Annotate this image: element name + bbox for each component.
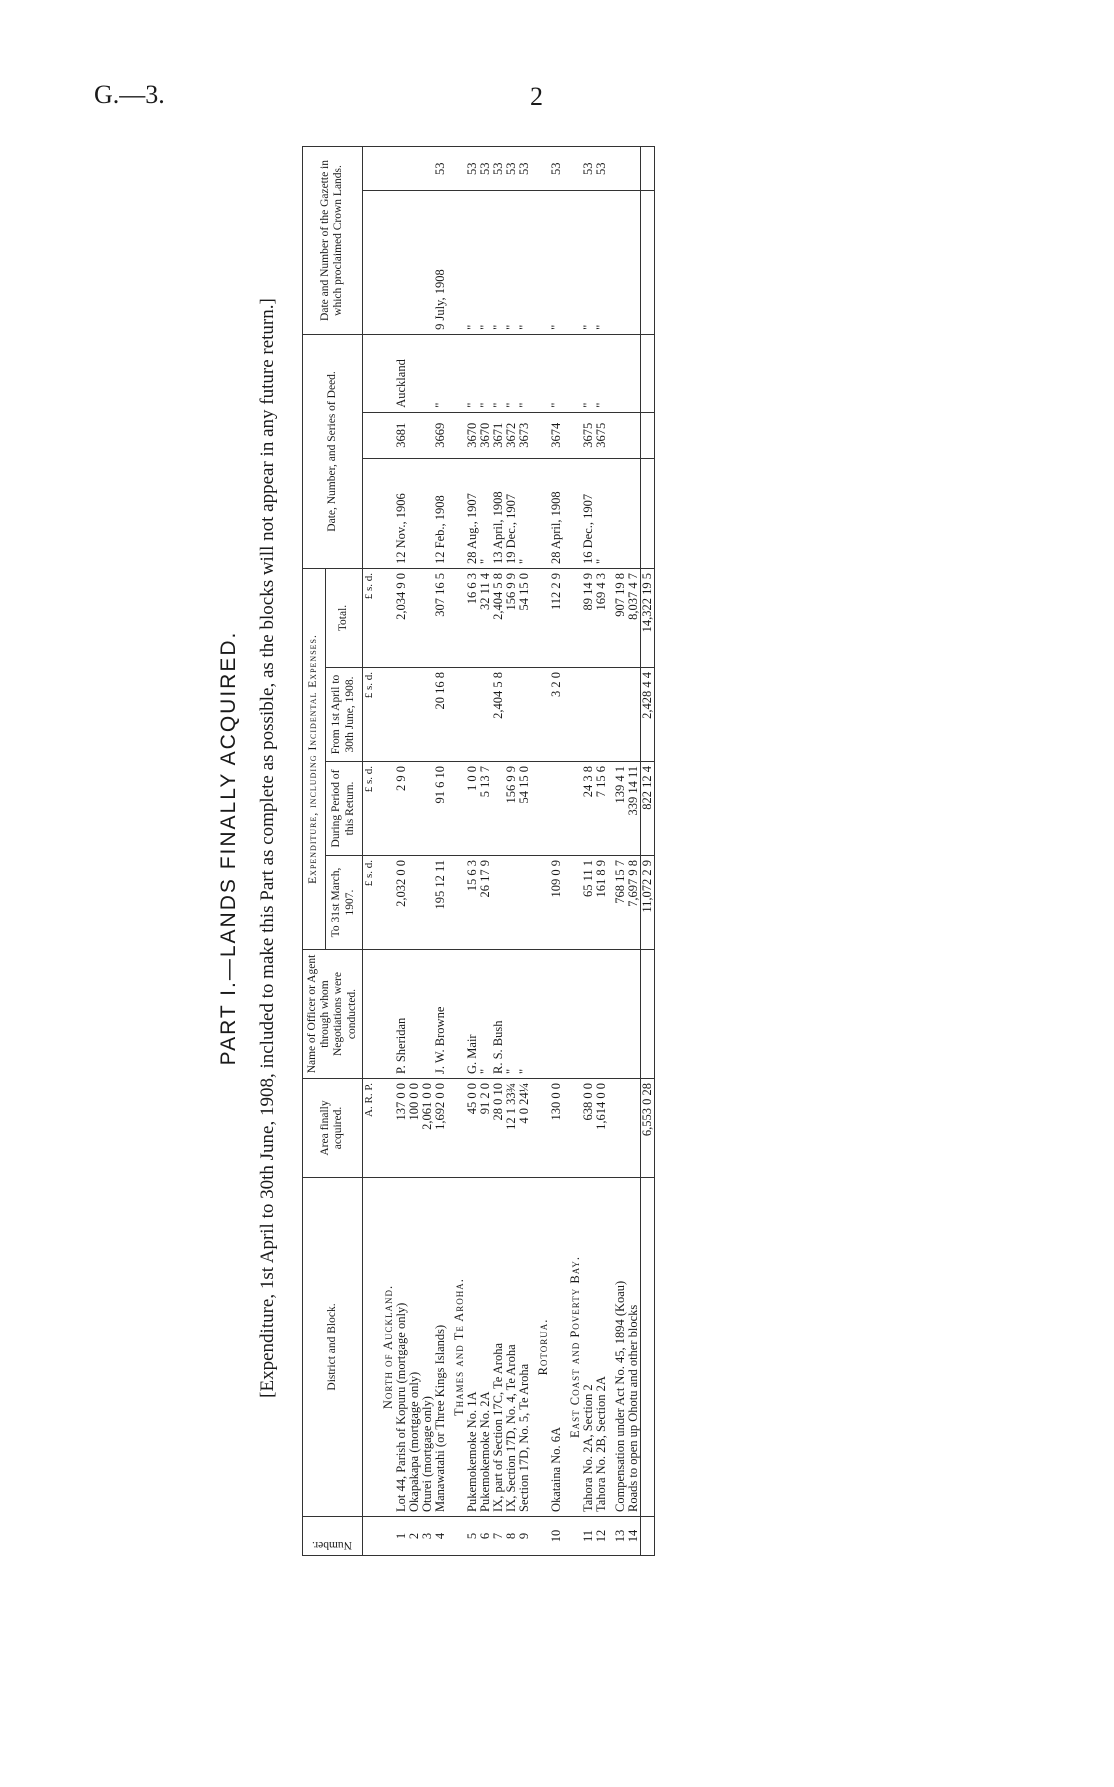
cell-gazette-no <box>395 147 408 191</box>
cell-deed-date: 16 Dec., 1907 <box>582 458 595 568</box>
cell-n: 9 <box>518 1517 531 1556</box>
cell-during: 24 3 8 <box>582 762 595 856</box>
col-from-april: From 1st April to 30th June, 1908. <box>325 668 362 762</box>
cell-total <box>421 569 434 668</box>
page-number: 2 <box>530 82 543 111</box>
cell-n: 6 <box>479 1517 492 1556</box>
cell-gazette-no <box>408 147 421 191</box>
cell-series: " <box>518 334 531 412</box>
table-row <box>505 147 518 1556</box>
table-row <box>479 147 492 1556</box>
cell-n: 7 <box>492 1517 505 1556</box>
table-row <box>595 147 608 1556</box>
cell-during: 54 15 0 <box>518 762 531 856</box>
cell-deed-date: 28 April, 1908 <box>550 458 563 568</box>
cell-to-march: 161 8 9 <box>595 856 608 950</box>
cell-area: 130 0 0 <box>550 1079 563 1178</box>
col-area: Area finally acquired. <box>303 1079 363 1178</box>
cell-from-april: 20 16 8 <box>434 668 447 762</box>
cell-deed-date: 28 Aug., 1907 <box>466 458 479 568</box>
cell-gazette-no: 53 <box>466 147 479 191</box>
cell-n: 4 <box>434 1517 447 1556</box>
cell-officer: J. W. Browne <box>434 950 447 1079</box>
cell-gazette-date <box>627 191 641 335</box>
cell-officer <box>595 950 608 1079</box>
cell-to-march <box>518 856 531 950</box>
cell-deed-date <box>627 458 641 568</box>
table-row <box>582 147 595 1556</box>
total-total: 14,322 19 5 <box>640 569 654 668</box>
units-row: A. R. P. £ s. d. £ s. d. £ s. d. £ s. d. <box>362 147 376 1556</box>
cell-from-april <box>408 668 421 762</box>
cell-series: " <box>505 334 518 412</box>
cell-gazette-date: " <box>479 191 492 335</box>
cell-gazette-date: " <box>466 191 479 335</box>
cell-to-march: 15 6 3 <box>466 856 479 950</box>
cell-gazette-no: 53 <box>518 147 531 191</box>
cell-deed-date: 12 Feb., 1908 <box>434 458 447 568</box>
cell-during: 5 13 7 <box>479 762 492 856</box>
table-row <box>550 147 563 1556</box>
cell-during: 2 9 0 <box>395 762 408 856</box>
col-number: Number. <box>303 1517 363 1556</box>
cell-gazette-date <box>421 191 434 335</box>
cell-total: 2,034 9 0 <box>395 569 408 668</box>
cell-deed-date: " <box>595 458 608 568</box>
table-row <box>466 147 479 1556</box>
cell-n: 12 <box>595 1517 608 1556</box>
cell-gazette-date: " <box>595 191 608 335</box>
cell-series: " <box>466 334 479 412</box>
cell-gazette-date <box>408 191 421 335</box>
cell-block: IX, part of Section 17C, Te Aroha <box>492 1178 505 1517</box>
cell-from-april <box>614 668 627 762</box>
cell-block: IX, Section 17D, No. 4, Te Aroha <box>505 1178 518 1517</box>
cell-deed-no: 3675 <box>595 412 608 458</box>
cell-deed-date <box>614 458 627 568</box>
lands-table <box>302 146 655 1556</box>
page-title: PART I.—LANDS FINALLY ACQUIRED. <box>217 630 240 1066</box>
cell-officer <box>421 950 434 1079</box>
col-during: During Period of this Return. <box>325 762 362 856</box>
cell-deed-no: 3671 <box>492 412 505 458</box>
cell-deed-no: 3669 <box>434 412 447 458</box>
cell-n: 13 <box>614 1517 627 1556</box>
cell-series <box>408 334 421 412</box>
section-heading <box>447 147 466 1556</box>
cell-series: Auckland <box>395 334 408 412</box>
cell-area: 1,692 0 0 <box>434 1079 447 1178</box>
cell-from-april: 3 2 0 <box>550 668 563 762</box>
cell-gazette-date: " <box>505 191 518 335</box>
cell-n: 2 <box>408 1517 421 1556</box>
cell-to-march <box>408 856 421 950</box>
cell-from-april: 2,404 5 8 <box>492 668 505 762</box>
cell-from-april <box>466 668 479 762</box>
page-subtitle: [Expenditure, 1st April to 30th June, 1908, included to make this Part as complete as possible, as the blocks will not appear in any future return.] <box>257 298 278 1398</box>
cell-officer: P. Sheridan <box>395 950 408 1079</box>
cell-during <box>492 762 505 856</box>
cell-area: 4 0 24¼ <box>518 1079 531 1178</box>
total-during: 822 12 4 <box>640 762 654 856</box>
cell-from-april <box>627 668 641 762</box>
cell-officer: " <box>479 950 492 1079</box>
cell-total: 89 14 9 <box>582 569 595 668</box>
table-row <box>408 147 421 1556</box>
cell-total: 307 16 5 <box>434 569 447 668</box>
cell-area: 2,061 0 0 <box>421 1079 434 1178</box>
cell-deed-no <box>421 412 434 458</box>
table-row <box>614 147 627 1556</box>
cell-officer <box>582 950 595 1079</box>
cell-to-march <box>505 856 518 950</box>
cell-deed-no: 3670 <box>466 412 479 458</box>
cell-gazette-no <box>421 147 434 191</box>
cell-deed-no <box>627 412 641 458</box>
cell-area: 100 0 0 <box>408 1079 421 1178</box>
table-row <box>421 147 434 1556</box>
cell-total: 8,037 4 7 <box>627 569 641 668</box>
cell-n: 14 <box>627 1517 641 1556</box>
col-expenditure: Expenditure, including Incidental Expenses. <box>303 569 326 950</box>
cell-to-march <box>492 856 505 950</box>
cell-block: Pukemokemoke No. 1A <box>466 1178 479 1517</box>
cell-series: " <box>595 334 608 412</box>
cell-during <box>421 762 434 856</box>
cell-gazette-date: 9 July, 1908 <box>434 191 447 335</box>
cell-gazette-no: 53 <box>492 147 505 191</box>
cell-block: Compensation under Act No. 45, 1894 (Koau) <box>614 1178 627 1517</box>
cell-to-march: 65 11 1 <box>582 856 595 950</box>
cell-deed-date: 19 Dec., 1907 <box>505 458 518 568</box>
cell-officer <box>408 950 421 1079</box>
cell-gazette-date: " <box>550 191 563 335</box>
cell-block: Oturei (mortgage only) <box>421 1178 434 1517</box>
col-gazette: Date and Number of the Gazette in which proclaimed Crown Lands. <box>303 147 363 335</box>
cell-gazette-no: 53 <box>505 147 518 191</box>
cell-deed-no: 3681 <box>395 412 408 458</box>
cell-gazette-no: 53 <box>550 147 563 191</box>
cell-from-april <box>395 668 408 762</box>
cell-gazette-no: 53 <box>595 147 608 191</box>
cell-total: 169 4 3 <box>595 569 608 668</box>
cell-during <box>408 762 421 856</box>
cell-total: 32 11 4 <box>479 569 492 668</box>
cell-series <box>627 334 641 412</box>
cell-officer <box>614 950 627 1079</box>
table-row <box>518 147 531 1556</box>
cell-deed-no <box>614 412 627 458</box>
cell-during: 139 4 1 <box>614 762 627 856</box>
col-deed: Date, Number, and Series of Deed. <box>303 334 363 568</box>
cell-deed-date <box>408 458 421 568</box>
col-district: District and Block. <box>303 1178 363 1517</box>
cell-n: 3 <box>421 1517 434 1556</box>
cell-area: 91 2 0 <box>479 1079 492 1178</box>
cell-area: 12 1 33¾ <box>505 1079 518 1178</box>
section-name: East Coast and Poverty Bay. <box>563 1178 582 1517</box>
cell-series: " <box>550 334 563 412</box>
table-row <box>395 147 408 1556</box>
cell-area: 45 0 0 <box>466 1079 479 1178</box>
cell-total: 16 6 3 <box>466 569 479 668</box>
rotated-page <box>217 128 862 1568</box>
cell-during: 7 15 6 <box>595 762 608 856</box>
cell-area <box>614 1079 627 1178</box>
cell-block: Tahora No. 2A, Section 2 <box>582 1178 595 1517</box>
cell-gazette-date <box>614 191 627 335</box>
cell-officer <box>627 950 641 1079</box>
cell-to-march: 7,697 9 8 <box>627 856 641 950</box>
cell-deed-no: 3674 <box>550 412 563 458</box>
cell-during: 1 0 0 <box>466 762 479 856</box>
table-row <box>492 147 505 1556</box>
section-name: Rotorua. <box>531 1178 550 1517</box>
section-heading <box>563 147 582 1556</box>
table-row <box>434 147 447 1556</box>
cell-officer: R. S. Bush <box>492 950 505 1079</box>
cell-officer: " <box>505 950 518 1079</box>
cell-n: 1 <box>395 1517 408 1556</box>
cell-from-april <box>518 668 531 762</box>
table-row <box>627 147 641 1556</box>
cell-during: 156 9 9 <box>505 762 518 856</box>
cell-officer <box>550 950 563 1079</box>
cell-series <box>614 334 627 412</box>
cell-from-april <box>479 668 492 762</box>
total-to-march: 11,072 2 9 <box>640 856 654 950</box>
cell-deed-date: " <box>479 458 492 568</box>
cell-during: 339 14 11 <box>627 762 641 856</box>
cell-from-april <box>505 668 518 762</box>
cell-total: 156 9 9 <box>505 569 518 668</box>
cell-total: 54 15 0 <box>518 569 531 668</box>
cell-total: 112 2 9 <box>550 569 563 668</box>
cell-n: 10 <box>550 1517 563 1556</box>
cell-block: Roads to open up Ohotu and other blocks <box>627 1178 641 1517</box>
cell-officer: G. Mair <box>466 950 479 1079</box>
cell-series <box>421 334 434 412</box>
col-to-march: To 31st March, 1907. <box>325 856 362 950</box>
cell-deed-date: 12 Nov., 1906 <box>395 458 408 568</box>
cell-gazette-no <box>627 147 641 191</box>
cell-n: 5 <box>466 1517 479 1556</box>
cell-area <box>627 1079 641 1178</box>
cell-total: 907 19 8 <box>614 569 627 668</box>
section-name: North of Auckland. <box>376 1178 395 1517</box>
cell-series: " <box>479 334 492 412</box>
cell-deed-date: " <box>518 458 531 568</box>
cell-block: Okapakapa (mortgage only) <box>408 1178 421 1517</box>
cell-block: Okataina No. 6A <box>550 1178 563 1517</box>
cell-total: 2,404 5 8 <box>492 569 505 668</box>
cell-to-march <box>421 856 434 950</box>
cell-gazette-no <box>614 147 627 191</box>
cell-to-march: 768 15 7 <box>614 856 627 950</box>
cell-area: 638 0 0 <box>582 1079 595 1178</box>
cell-deed-no: 3672 <box>505 412 518 458</box>
cell-gazette-no: 53 <box>434 147 447 191</box>
cell-block: Lot 44, Parish of Kopuru (mortgage only) <box>395 1178 408 1517</box>
totals-row <box>640 147 654 1556</box>
cell-gazette-no: 53 <box>582 147 595 191</box>
cell-gazette-date: " <box>582 191 595 335</box>
cell-block: Manawatahi (or Three Kings Islands) <box>434 1178 447 1517</box>
cell-block: Pukemokemoke No. 2A <box>479 1178 492 1517</box>
cell-deed-no <box>408 412 421 458</box>
cell-n: 8 <box>505 1517 518 1556</box>
cell-to-march: 195 12 11 <box>434 856 447 950</box>
cell-block: Tahora No. 2B, Section 2A <box>595 1178 608 1517</box>
total-area: 6,553 0 28 <box>640 1079 654 1178</box>
cell-deed-no: 3670 <box>479 412 492 458</box>
cell-during <box>550 762 563 856</box>
cell-to-march: 26 17 9 <box>479 856 492 950</box>
cell-deed-no: 3673 <box>518 412 531 458</box>
cell-gazette-date: " <box>492 191 505 335</box>
cell-deed-no: 3675 <box>582 412 595 458</box>
cell-officer: " <box>518 950 531 1079</box>
cell-during: 91 6 10 <box>434 762 447 856</box>
total-from-april: 2,428 4 4 <box>640 668 654 762</box>
cell-gazette-date <box>395 191 408 335</box>
cell-gazette-no: 53 <box>479 147 492 191</box>
cell-deed-date: 13 April, 1908 <box>492 458 505 568</box>
cell-series: " <box>434 334 447 412</box>
cell-series: " <box>492 334 505 412</box>
cell-series: " <box>582 334 595 412</box>
cell-to-march: 109 0 9 <box>550 856 563 950</box>
cell-deed-date <box>421 458 434 568</box>
cell-area: 28 0 10 <box>492 1079 505 1178</box>
table-body <box>362 147 640 1556</box>
cell-area: 1,614 0 0 <box>595 1079 608 1178</box>
cell-n: 11 <box>582 1517 595 1556</box>
cell-gazette-date: " <box>518 191 531 335</box>
section-name: Thames and Te Aroha. <box>447 1178 466 1517</box>
page-ref: G.—3. <box>94 80 165 109</box>
cell-to-march: 2,032 0 0 <box>395 856 408 950</box>
cell-from-april <box>582 668 595 762</box>
section-heading <box>531 147 550 1556</box>
cell-total <box>408 569 421 668</box>
cell-block: Section 17D, No. 5, Te Aroha <box>518 1178 531 1517</box>
col-officer: Name of Officer or Agent through whom Negotiations were conducted. <box>303 950 363 1079</box>
cell-from-april <box>421 668 434 762</box>
section-heading <box>376 147 395 1556</box>
col-total: Total. <box>325 569 362 668</box>
cell-area: 137 0 0 <box>395 1079 408 1178</box>
cell-from-april <box>595 668 608 762</box>
